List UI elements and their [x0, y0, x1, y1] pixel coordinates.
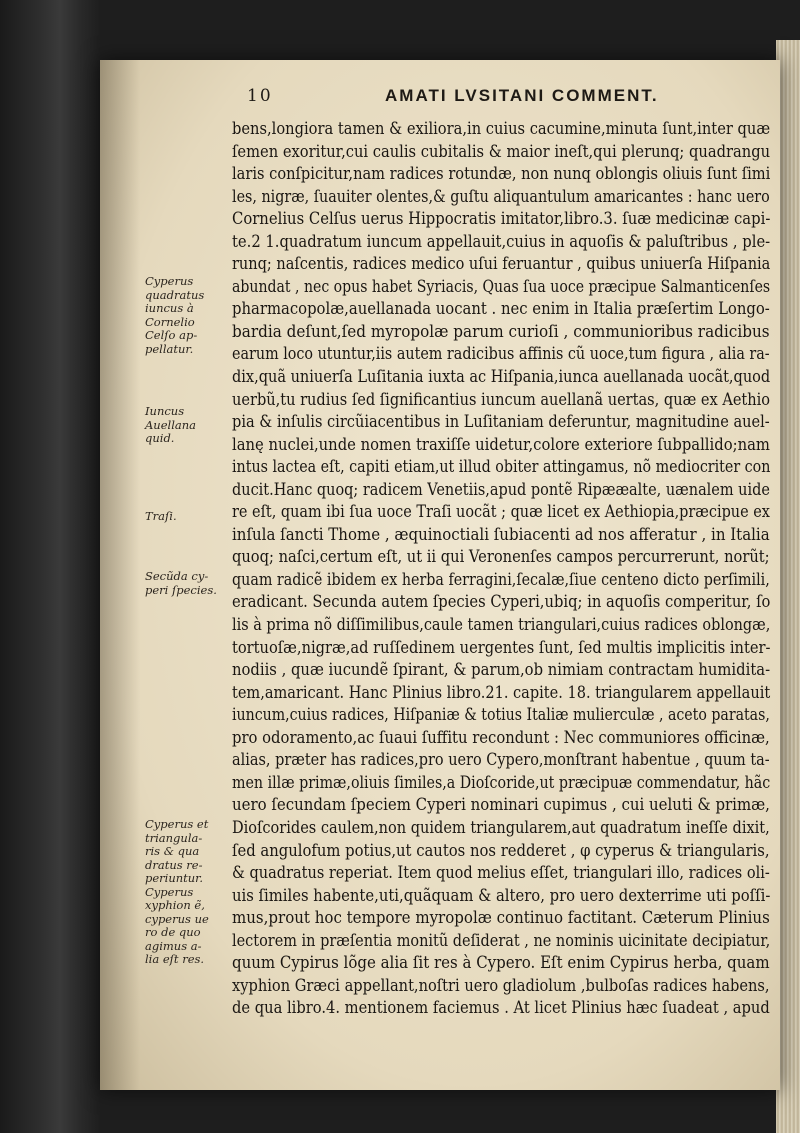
text-line: bardia deſunt,ſed myropolæ parum curioſi , communioribus radicibus: [232, 321, 770, 341]
text-line: alias, præter has radices,pro uero Cypero,monſtrant habentue , quum ta-: [232, 750, 770, 770]
main-text-block: [232, 118, 792, 1020]
text-line: quam radicẽ ibidem ex herba ferragini,ſecalæ,ſiue centeno dicto perſimili,: [232, 569, 770, 589]
running-head-title: AMATI LVSITANI COMMENT.: [385, 86, 659, 105]
text-line: intus lactea eſt, capiti etiam,ut illud obiter attingamus, nõ mediocriter con: [232, 457, 771, 477]
text-line: laris conſpicitur,nam radices rotundæ, non nunq oblongis oliuis ſunt ſimi: [232, 164, 771, 184]
text-line: Dioſcorides caulem,non quidem triangularem,aut quadratum ineſſe dixit,: [232, 817, 770, 837]
text-line: les, nigræ, ſuauiter olentes,& guſtu aliquantulum amaricantes : hanc uero: [232, 186, 770, 206]
text-line: lis à prima nõ diſſimilibus,caule tamen triangulari,cuius radices oblongæ,: [232, 615, 771, 635]
text-line: re eſt, quam ibi ſua uoce Traſi uocãt ; quæ licet ex Aethiopia,præcipue ex: [232, 502, 770, 522]
margin-note-secunda-cyperi: Secũda cy- peri ſpecies.: [145, 569, 217, 597]
text-line: bens,longiora tamen & exiliora,in cuius cacumine,minuta ſunt,inter quæ: [232, 119, 771, 138]
text-line: tortuoſæ,nigræ,ad ruſſedinem uergentes ſunt, ſed multis implicitis inter-: [232, 637, 771, 657]
text-line: quum Cypirus lõge alia ſit res à Cypero. Eſt enim Cypirus herba, quam: [232, 953, 770, 973]
text-line: uerbũ,tu rudius ſed ſignificantius iuncum auellanã uertas, quæ ex Aethio: [232, 389, 771, 409]
margin-note-cyperus-triangularis: Cyperus et triangula- ris & qua dratus re- periuntur. Cyperus xyphion ẽ, cyperus ue ro de quo agimus a- lia eſt res.: [145, 817, 209, 966]
text-line: dix,quã uniuerſa Luſitania iuxta ac Hiſpania,iunca auellanada uocãt,quod: [232, 367, 771, 387]
text-line: nodiis , quæ iucundẽ ſpirant, & parum,ob nimiam contractam humidita-: [232, 660, 771, 680]
text-line: ſemen exoritur,cui caulis cubitalis & maior ineſt,qui plerunq; quadrangu: [232, 141, 771, 161]
page-number: 10: [247, 86, 273, 106]
running-header: [175, 86, 775, 108]
margin-note-trasi: Traſi.: [145, 509, 177, 523]
text-line: pharmacopolæ,auellanada uocant . nec enim in Italia præſertim Longo-: [232, 299, 770, 319]
text-line: de qua libro.4. mentionem faciemus . At licet Plinius hæc ſuadeat , apud: [232, 998, 770, 1018]
text-line: lectorem in præſentia monitũ deſiderat , ne nominis uicinitate decipiatur,: [232, 930, 771, 950]
text-line: mus,prout hoc tempore myropolæ continuo factitant. Cæterum Plinius: [232, 908, 770, 928]
text-line: xyphion Græci appellant,noſtri uero gladiolum ,bulboſas radices habens,: [232, 975, 770, 995]
text-line: earum loco utuntur,iis autem radicibus affinis cũ uoce,tum figura , alia ra-: [232, 344, 770, 364]
text-line: pia & inſulis circũiacentibus in Luſitaniam deferuntur, magnitudine auel-: [232, 412, 770, 432]
text-line: uero ſecundam ſpeciem Cyperi nominari cupimus , cui ueluti & primæ,: [232, 795, 770, 815]
text-line: iuncum,cuius radices, Hiſpaniæ & totius Italiæ mulierculæ , aceto paratas,: [232, 705, 770, 725]
text-line: runq; naſcentis, radices medico uſui feruantur , quibus uniuerſa Hiſpania: [232, 254, 771, 274]
text-line: & quadratus reperiat. Item quod melius eſſet, triangulari illo, radices oli-: [232, 863, 770, 883]
text-line: men illæ primæ,oliuis ſimiles,a Dioſcoride,ut præcipuæ commendatur, hãc: [232, 772, 771, 792]
text-line: eradicant. Secunda autem ſpecies Cyperi,ubiq; in aquoſis comperitur, ſo: [232, 592, 771, 612]
margin-note-iuncus-auellana: Iuncus Auellana quid.: [145, 404, 196, 445]
text-line: tem,amaricant. Hanc Plinius libro.21. capite. 18. triangularem appellauit: [232, 682, 771, 702]
text-line: pro odoramento,ac ſuaui ſuffitu recondunt : Nec communiores officinæ,: [232, 727, 770, 747]
text-line: ſed angulofum potius,ut cautos nos redderet , φ cyperus & triangularis,: [232, 840, 770, 860]
text-line: lanę nuclei,unde nomen traxiſſe uidetur,colore exteriore ſubpallido;nam: [232, 434, 770, 454]
text-line: ducit.Hanc quoq; radicem Venetiis,apud pontẽ Ripææalte, uænalem uide: [232, 479, 770, 499]
text-line: uis ſimiles habente,uti,quãquam & altero, pro uero dexterrime uti poſſi-: [232, 885, 771, 905]
margin-note-cyperus-quadratus: Cyperus quadratus iuncus à Cornelio Celſo ap- pellatur.: [145, 274, 205, 356]
text-line: Cornelius Celſus uerus Hippocratis imitator,libro.3. ſuæ medicinæ capi-: [232, 209, 771, 229]
text-line: abundat , nec opus habet Syriacis, Quas ſua uoce præcipue Salmanticenſes: [232, 276, 771, 296]
text-line: quoq; naſci,certum eſt, ut ii qui Veronenſes campos percurrerunt, norũt;: [232, 547, 770, 567]
text-line: te.2 1.quadratum iuncum appellauit,cuius in aquoſis & paluſtribus , ple-: [232, 231, 771, 251]
text-line: inſula ſancti Thome , æquinoctiali ſubiacenti ad nos afferatur , in Italia: [232, 524, 770, 544]
